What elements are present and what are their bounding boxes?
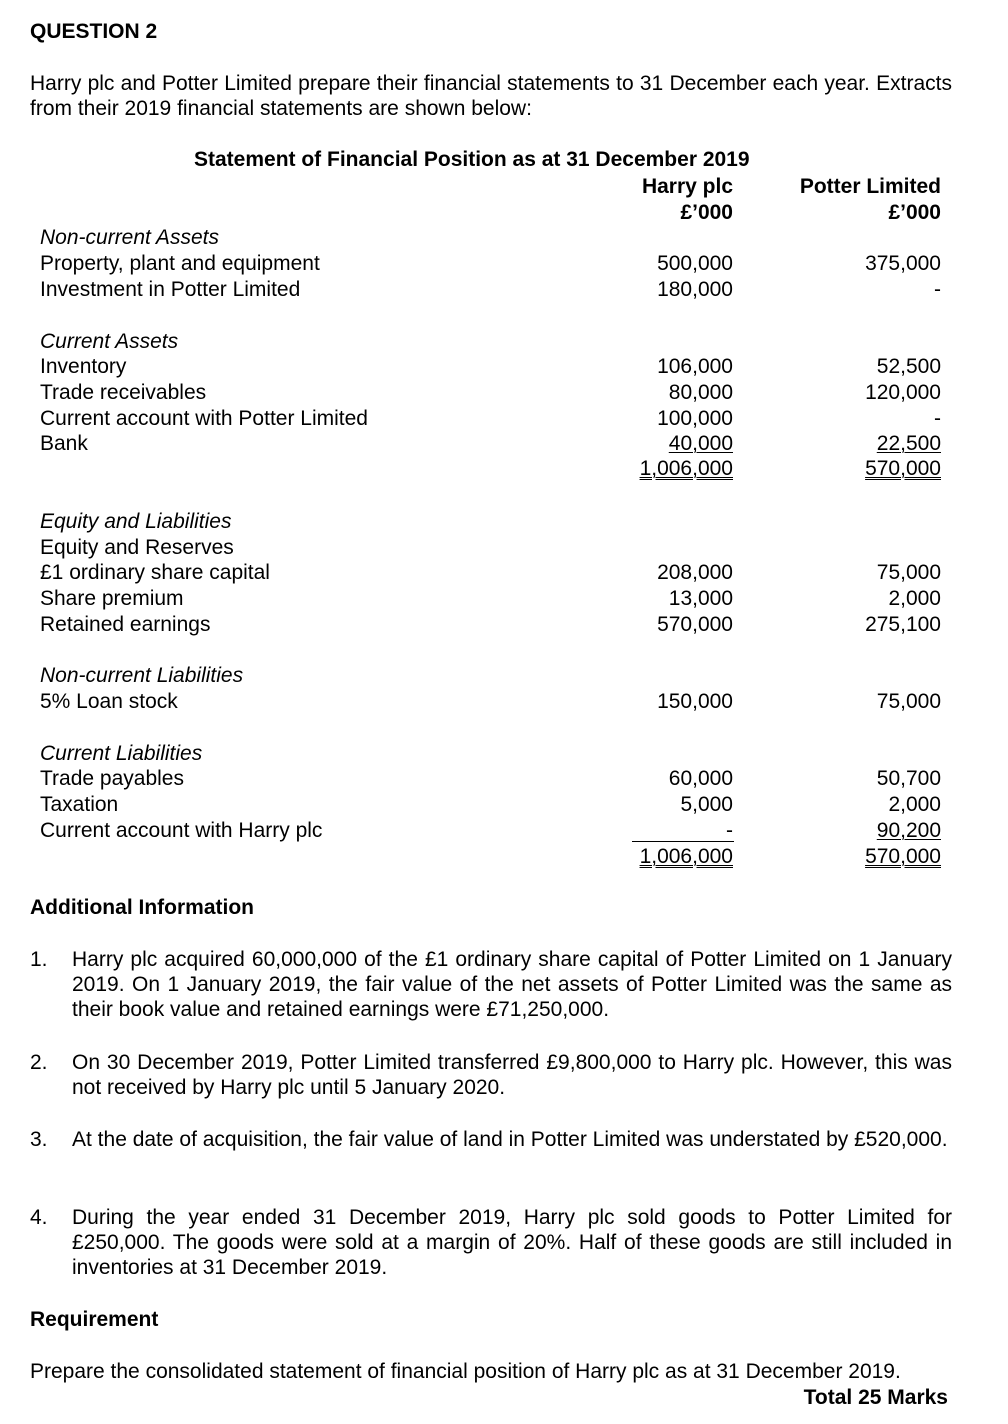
row-label-current-account-potter: Current account with Potter Limited <box>40 407 368 430</box>
value-harry-investment: 180,000 <box>657 278 733 301</box>
question-title: QUESTION 2 <box>30 20 158 43</box>
row-label-ppe: Property, plant and equipment <box>40 252 320 275</box>
statement-title: Statement of Financial Position as at 31 December 2019 <box>194 148 750 171</box>
value-harry-loan-stock: 150,000 <box>657 690 733 713</box>
intro-paragraph: Harry plc and Potter Limited prepare their financial statements to 31 December each year. Extracts from their 2019 financial statements are shown below: <box>30 72 952 120</box>
value-potter-ppe: 375,000 <box>865 252 941 275</box>
value-potter-loan-stock: 75,000 <box>876 690 941 713</box>
row-label-loan-stock: 5% Loan stock <box>40 690 178 713</box>
value-harry-trade-payables: 60,000 <box>668 767 733 790</box>
column-header-potter: Potter Limited <box>799 175 941 198</box>
additional-info-heading: Additional Information <box>30 896 254 919</box>
info-item-number: 2. <box>30 1051 48 1074</box>
section-non-current-assets: Non-current Assets <box>40 226 219 249</box>
info-item-number: 4. <box>30 1206 48 1229</box>
row-label-share-premium: Share premium <box>40 587 184 610</box>
section-current-assets: Current Assets <box>40 330 179 353</box>
value-potter-bank: 22,500 <box>876 432 941 455</box>
requirement-text: Prepare the consolidated statement of financial position of Harry plc as at 31 December 2019. <box>30 1360 901 1383</box>
value-potter-receivables: 120,000 <box>865 381 941 404</box>
row-label-inventory: Inventory <box>40 355 127 378</box>
row-label-taxation: Taxation <box>40 793 119 816</box>
row-label-investment: Investment in Potter Limited <box>40 278 301 301</box>
info-item-text: On 30 December 2019, Potter Limited transferred £9,800,000 to Harry plc. However, this was not received by Harry plc until 5 January 2020. <box>72 1051 952 1099</box>
total-harry-liabilities: 1,006,000 <box>639 845 733 868</box>
value-potter-current-account-harry: 90,200 <box>876 819 941 842</box>
section-equity-and-liabilities: Equity and Liabilities <box>40 510 232 533</box>
total-potter-liabilities: 570,000 <box>865 845 941 868</box>
requirement-heading: Requirement <box>30 1308 159 1331</box>
info-item-text: At the date of acquisition, the fair value of land in Potter Limited was understated by £520,000. <box>72 1128 948 1151</box>
value-potter-share-premium: 2,000 <box>888 587 941 610</box>
value-harry-inventory: 106,000 <box>657 355 733 378</box>
row-label-receivables: Trade receivables <box>40 381 207 404</box>
value-potter-share-capital: 75,000 <box>876 561 941 584</box>
column-unit-potter: £’000 <box>888 201 941 224</box>
section-equity-and-reserves: Equity and Reserves <box>40 536 234 559</box>
section-current-liabilities: Current Liabilities <box>40 742 203 765</box>
row-label-trade-payables: Trade payables <box>40 767 184 790</box>
info-item-number: 1. <box>30 948 48 971</box>
row-label-bank: Bank <box>40 432 88 455</box>
value-harry-current-account-harry: - <box>726 819 733 842</box>
value-harry-share-premium: 13,000 <box>668 587 733 610</box>
total-potter-assets: 570,000 <box>865 457 941 480</box>
value-potter-trade-payables: 50,700 <box>876 767 941 790</box>
value-potter-current-account-potter: - <box>934 407 941 430</box>
value-potter-taxation: 2,000 <box>888 793 941 816</box>
value-harry-current-account-potter: 100,000 <box>657 407 733 430</box>
total-marks: Total 25 Marks <box>803 1386 948 1409</box>
value-harry-taxation: 5,000 <box>680 793 733 816</box>
info-item-number: 3. <box>30 1128 48 1151</box>
value-potter-retained-earnings: 275,100 <box>865 613 941 636</box>
value-harry-retained-earnings: 570,000 <box>657 613 733 636</box>
column-unit-harry: £’000 <box>680 201 733 224</box>
info-item-text: During the year ended 31 December 2019, Harry plc sold goods to Potter Limited for £250,000. The goods were sold at a margin of 20%. Half of these goods are still included in inventories at 31 December 2019. <box>72 1206 952 1279</box>
total-harry-assets: 1,006,000 <box>639 457 733 480</box>
value-harry-receivables: 80,000 <box>668 381 733 404</box>
row-label-retained-earnings: Retained earnings <box>40 613 211 636</box>
value-potter-inventory: 52,500 <box>876 355 941 378</box>
value-harry-share-capital: 208,000 <box>657 561 733 584</box>
value-harry-bank: 40,000 <box>668 432 733 455</box>
info-item-text: Harry plc acquired 60,000,000 of the £1 ordinary share capital of Potter Limited on 1 January 2019. On 1 January 2019, the fair value of the net assets of Potter Limited was the same as their book value and retained earnings were £71,250,000. <box>72 948 952 1021</box>
row-label-current-account-harry: Current account with Harry plc <box>40 819 323 842</box>
row-label-share-capital: £1 ordinary share capital <box>40 561 270 584</box>
section-non-current-liabilities: Non-current Liabilities <box>40 664 244 687</box>
value-harry-ppe: 500,000 <box>657 252 733 275</box>
subtotal-rule-harry <box>632 841 734 842</box>
column-header-harry: Harry plc <box>641 175 733 198</box>
value-potter-investment: - <box>934 278 941 301</box>
